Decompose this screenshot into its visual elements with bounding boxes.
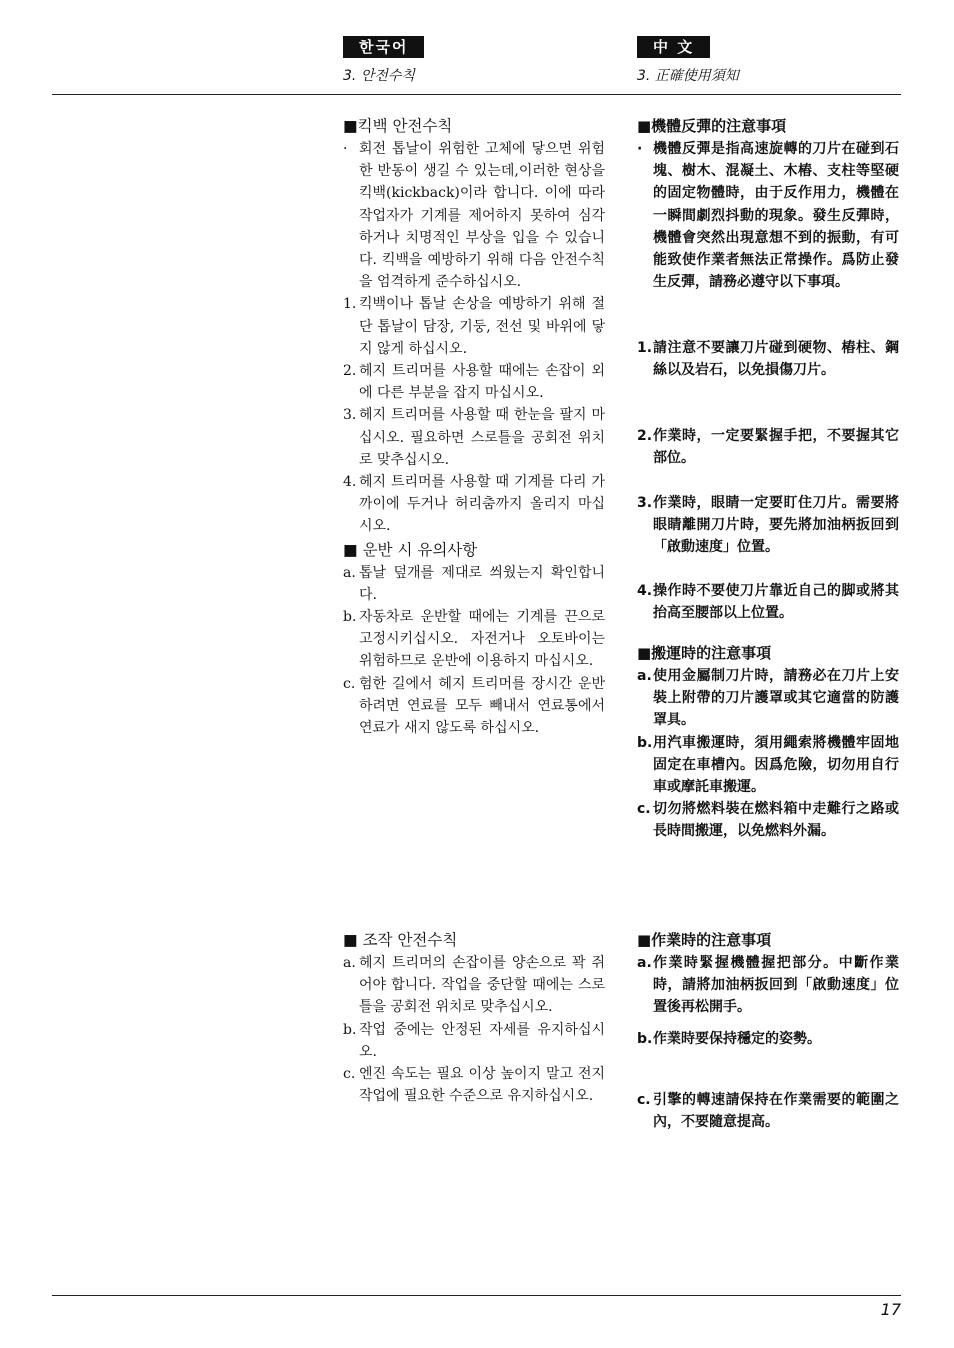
item-marker: 3. <box>343 407 357 424</box>
list-item <box>343 562 605 606</box>
list-item <box>343 471 605 538</box>
item-marker: b. <box>343 609 357 626</box>
item-marker: a. <box>637 668 652 684</box>
list-item <box>637 1089 899 1133</box>
item-text: 使用金屬制刀片時，請務必在刀片上安裝上附帶的刀片護罩或其它適當的防護罩具。 <box>653 668 899 729</box>
item-marker: c. <box>637 1092 651 1108</box>
page-number: 17 <box>880 1300 901 1319</box>
list-item-row <box>637 580 899 624</box>
item-text: 험한 길에서 헤지 트리머를 장시간 운반하려면 연료를 모두 빼내서 연료통에서 연료가 새지 않도록 하십시오. <box>359 675 605 737</box>
list-item <box>637 425 899 469</box>
item-marker: 1. <box>343 296 357 313</box>
korean-language-tag: 한국어 <box>343 36 424 58</box>
chinese-language-tag: 中 文 <box>637 36 710 58</box>
item-marker: c. <box>343 675 356 692</box>
chinese-section-subtitle: 3. 正確使用須知 <box>637 68 739 84</box>
item-text: 킥백이나 톱날 손상을 예방하기 위해 절단 톱날이 담장, 기둥, 전선 및 바위에 닿지 않게 하십시오. <box>359 296 605 357</box>
list-item <box>637 732 899 799</box>
bullet-marker: · <box>343 141 348 157</box>
item-text: 操作時不要使刀片靠近自己的脚或將其抬高至腰部以上位置。 <box>653 583 899 622</box>
list-item-row <box>637 337 899 381</box>
item-marker: c. <box>637 801 651 818</box>
intro-text: 회전 톱날이 위험한 고체에 닿으면 위험한 반동이 생길 수 있는데,이러한 현상을 킥백(kickback)이라 합니다. 이에 따라 작업자가 기계를 제어하지 못하여 심각하거나 치명적인 부상을 입을 수 있습니다. 킥백을 예방하기 위해 다음 안전수칙을 엄격하게 준수하십시오. <box>359 141 605 291</box>
chinese-header <box>637 36 739 85</box>
item-text: 作業時，一定要緊握手把，不要握其它部位。 <box>653 428 899 467</box>
korean-header <box>343 36 424 85</box>
item-marker: a. <box>637 955 652 971</box>
item-marker: 1. <box>637 340 653 356</box>
item-text: 엔진 속도는 필요 이상 높이지 말고 전지 작업에 필요한 수준으로 유지하십시오. <box>359 1066 605 1105</box>
list-item-row <box>637 425 899 469</box>
item-text: 자동차로 운반할 때에는 기계를 끈으로 고정시키십시오. 자전거나 오토바이는 위험하므로 운반에 이용하지 마십시오. <box>359 609 605 670</box>
list-item <box>343 952 605 1019</box>
item-marker: a. <box>343 564 356 581</box>
item-text: 請注意不要讓刀片碰到硬物、樁柱、鋼絲以及岩石，以免損傷刀片。 <box>653 340 899 379</box>
item-marker: 2. <box>637 428 653 444</box>
chinese-transport-section <box>637 642 899 843</box>
item-marker: b. <box>637 1031 653 1047</box>
item-text: 헤지 트리머를 사용할 때 기계를 다리 가까이에 두거나 허리춤까지 올리지 마십시오. <box>359 474 605 535</box>
item-text: 작업 중에는 안정된 자세를 유지하십시오. <box>359 1021 605 1060</box>
footer-divider <box>52 1295 901 1296</box>
list-item <box>343 1019 605 1063</box>
item-text: 切勿將燃料裝在燃料箱中走難行之路或長時間搬運，以免燃料外漏。 <box>653 801 899 840</box>
item-text: 헤지 트리머의 손잡이를 양손으로 꽉 쥐어야 합니다. 작업을 중단할 때에는 스로틀을 공회전 위치로 맞추십시오. <box>359 955 605 1016</box>
chinese-kickback-heading: ■機體反彈的注意事項 <box>637 117 787 135</box>
chinese-transport-heading: ■搬運時的注意事項 <box>637 644 772 662</box>
korean-kickback-section <box>343 115 605 739</box>
item-marker: a. <box>343 955 356 971</box>
chinese-operation-section <box>637 929 899 1019</box>
list-item <box>343 360 605 404</box>
list-item <box>637 665 899 732</box>
list-item <box>343 404 605 471</box>
list-item <box>637 798 899 842</box>
item-text: 作業時緊握機體握把部分。中斷作業時，請將加油柄扳回到「啟動速度」位置後再松開手。 <box>653 955 899 1016</box>
item-marker: 4. <box>637 583 653 599</box>
korean-section-subtitle: 3. 안전수칙 <box>343 68 415 84</box>
item-marker: 2. <box>343 363 357 380</box>
korean-transport-heading: ■ 운반 시 유의사항 <box>343 540 478 559</box>
list-item <box>637 1028 899 1050</box>
item-text: 톱날 덮개를 제대로 씌웠는지 확인합니다. <box>359 564 605 603</box>
korean-operation-section <box>343 929 605 1107</box>
header-divider <box>52 94 901 95</box>
list-item <box>343 673 605 740</box>
list-item <box>637 492 899 559</box>
list-item <box>637 580 899 624</box>
list-item <box>343 293 605 360</box>
chinese-kickback-intro <box>637 138 899 293</box>
item-text: 用汽車搬運時，須用繩索將機體牢固地固定在車槽內。因爲危險，切勿用自行車或摩託車搬運。 <box>653 734 899 796</box>
list-item <box>343 606 605 673</box>
list-item <box>637 952 899 1019</box>
chinese-kickback-section <box>637 115 899 293</box>
bullet-marker: · <box>637 141 643 157</box>
item-text: 헤지 트리머를 사용할 때 한눈을 팔지 마십시오. 필요하면 스로틀을 공회전 위치로 맞추십시오. <box>359 407 605 468</box>
item-marker: b. <box>343 1021 357 1038</box>
item-marker: 4. <box>343 474 357 491</box>
item-marker: c. <box>343 1066 356 1083</box>
item-text: 作業時，眼睛一定要盯住刀片。需要將眼睛離開刀片時，要先將加油柄扳回到「啟動速度」位置。 <box>653 495 899 556</box>
list-item <box>343 1063 605 1107</box>
item-marker: b. <box>637 734 653 751</box>
korean-kickback-intro <box>343 138 605 293</box>
chinese-operation-heading: ■作業時的注意事項 <box>637 931 772 949</box>
list-item <box>637 337 899 381</box>
korean-operation-heading: ■ 조작 안전수칙 <box>343 931 458 949</box>
list-item-row <box>637 1089 899 1133</box>
item-text: 作業時要保持穩定的姿勢。 <box>653 1031 821 1047</box>
list-item-row <box>637 492 899 559</box>
korean-kickback-heading: ■킥백 안전수칙 <box>343 117 453 135</box>
list-item-row <box>637 1028 899 1050</box>
item-text: 引擎的轉速請保持在作業需要的範圍之內，不要隨意提高。 <box>653 1092 899 1131</box>
item-marker: 3. <box>637 495 653 511</box>
intro-text: 機體反彈是指高速旋轉的刀片在碰到石塊、樹木、混凝土、木樁、支柱等堅硬的固定物體時，由于反作用力，機體在一瞬間劇烈抖動的現象。發生反彈時，機體會突然出現意想不到的振動，有可能致使作業者無法正常操作。爲防止發生反彈，請務必遵守以下事項。 <box>653 141 899 291</box>
item-text: 헤지 트리머를 사용할 때에는 손잡이 외에 다른 부분을 잡지 마십시오. <box>359 363 605 402</box>
